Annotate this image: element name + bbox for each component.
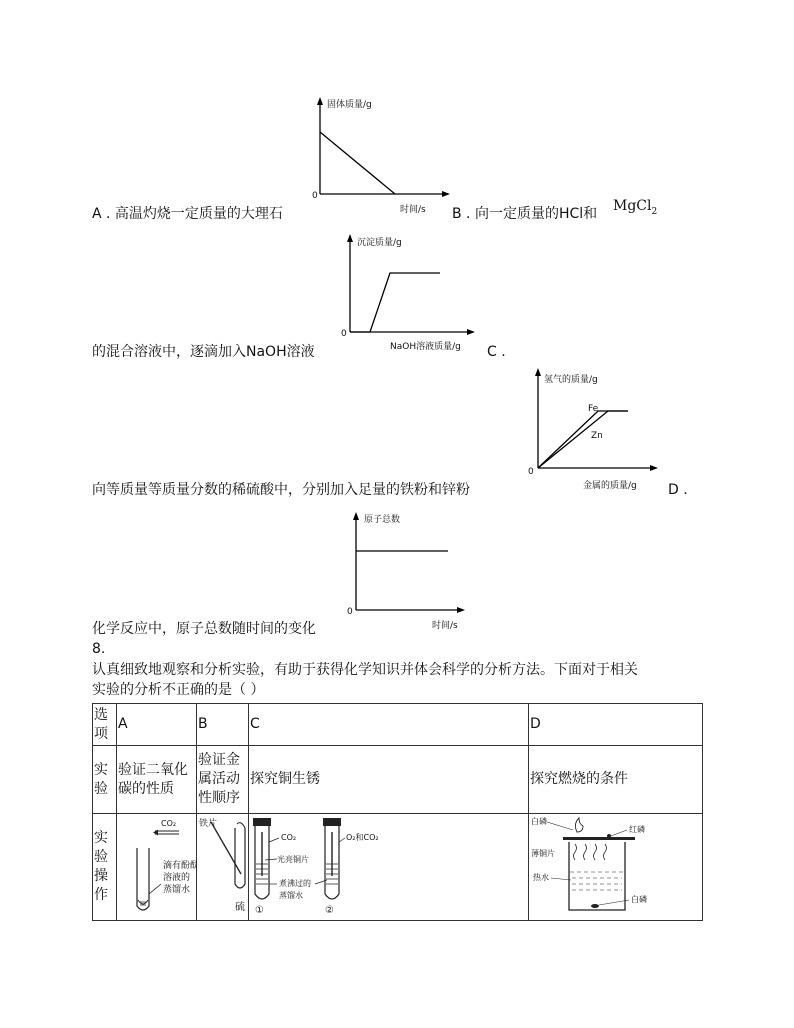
chart-b-origin: 0 <box>341 329 347 339</box>
chart-a-line <box>320 132 395 194</box>
figure-b-acid: 硫 <box>235 902 245 913</box>
chart-b-line <box>350 273 440 332</box>
header-c: C <box>249 704 529 746</box>
operation-a <box>117 814 197 921</box>
mgcl2-sub: 2 <box>651 206 658 217</box>
question8-line2: 实验的分析不正确的是（ ） <box>92 682 265 698</box>
table-header-row <box>93 704 703 746</box>
figure-c-tube1-gas: CO₂ <box>281 833 297 842</box>
mgcl2-text: MgCl <box>613 198 652 214</box>
chart-a-xlabel: 时间/s <box>400 205 426 215</box>
figure-b <box>197 814 249 914</box>
operation-d <box>529 814 703 921</box>
figure-a <box>117 814 197 914</box>
purpose-a: 验证二氧化碳的性质 <box>117 746 197 814</box>
operation-b <box>197 814 249 921</box>
purpose-c: 探究铜生锈 <box>249 746 529 814</box>
chart-b-xlabel: NaOH溶液质量/g <box>390 342 461 352</box>
figure-d-white-p-top: 白磷 <box>531 817 547 826</box>
chart-d-origin: 0 <box>347 607 353 617</box>
chart-a-origin: 0 <box>312 191 318 201</box>
chart-d-ylabel: 原子总数 <box>364 515 401 525</box>
figure-c-copper: 光亮铜片 <box>277 855 309 864</box>
header-b: B <box>197 704 249 746</box>
figure-a-gas: CO₂ <box>161 819 177 828</box>
figure-d-red-p: 红磷 <box>629 825 645 834</box>
figure-c-tube2-gas: O₂和CO₂ <box>346 833 379 842</box>
operation-c <box>249 814 529 921</box>
chart-c <box>515 362 665 492</box>
option-d-letter: D . <box>668 482 688 498</box>
svg-text:溶液的: 溶液的 <box>163 873 191 883</box>
figure-d-hot-water: 热水 <box>533 873 549 882</box>
option-c-letter: C . <box>487 344 506 360</box>
figure-a-liquid-1: 滴有酚酞 <box>163 861 197 871</box>
chart-d <box>340 505 475 633</box>
operation-label: 实验操作 <box>93 814 117 921</box>
options-table <box>92 703 703 921</box>
question8-number: 8. <box>92 641 106 657</box>
figure-c-water-1: 煮沸过的 <box>279 879 311 888</box>
figure-c <box>249 814 529 914</box>
chart-c-series-fe: Fe <box>588 404 599 414</box>
chart-c-xlabel: 金属的质量/g <box>583 481 637 491</box>
purpose-b: 验证金属活动性顺序 <box>197 746 249 814</box>
svg-text:蒸馏水: 蒸馏水 <box>163 885 191 895</box>
chart-c-series-zn: Zn <box>591 431 603 441</box>
purpose-d: 探究燃烧的条件 <box>529 746 703 814</box>
figure-b-metal: 铁片 <box>199 819 218 829</box>
option-b-label-suffix: 的混合溶液中，逐滴加入NaOH溶液 <box>92 344 315 360</box>
header-d: D <box>529 704 703 746</box>
figure-d <box>529 814 703 914</box>
option-a-label: A . 高温灼烧一定质量的大理石 <box>92 206 283 222</box>
figure-d-white-p-bottom: 白磷 <box>631 895 647 904</box>
chart-b <box>335 228 485 356</box>
figure-c-tube1: ① <box>255 905 264 914</box>
option-c-label: 向等质量等质量分数的稀硫酸中，分别加入足量的铁粉和锌粉 <box>92 482 470 498</box>
figure-c-tube2: ② <box>325 905 334 914</box>
chart-a <box>300 92 460 222</box>
option-b-label-prefix: B . 向一定质量的HCl和 <box>452 206 598 222</box>
chart-c-ylabel: 氢气的质量/g <box>544 375 598 385</box>
header-a: A <box>117 704 197 746</box>
chart-d-xlabel: 时间/s <box>432 621 458 631</box>
chart-a-ylabel: 固体质量/g <box>327 100 372 110</box>
mgcl2-formula <box>613 198 657 217</box>
figure-d-copper-sheet: 薄铜片 <box>531 849 555 858</box>
chart-c-line-zn <box>538 411 628 468</box>
table-operation-row <box>93 814 703 921</box>
chart-c-origin: 0 <box>528 467 534 477</box>
chart-c-line-fe <box>538 411 628 468</box>
question8-line1: 认真细致地观察和分析实验，有助于获得化学知识并体会科学的分析方法。下面对于相关 <box>92 662 638 678</box>
svg-text:蒸馏水: 蒸馏水 <box>279 891 303 900</box>
chart-b-ylabel: 沉淀质量/g <box>357 238 402 248</box>
header-option: 选项 <box>93 704 117 746</box>
option-d-label: 化学反应中，原子总数随时间的变化 <box>92 621 316 637</box>
table-purpose-row <box>93 746 703 814</box>
purpose-label: 实验 <box>93 746 117 814</box>
